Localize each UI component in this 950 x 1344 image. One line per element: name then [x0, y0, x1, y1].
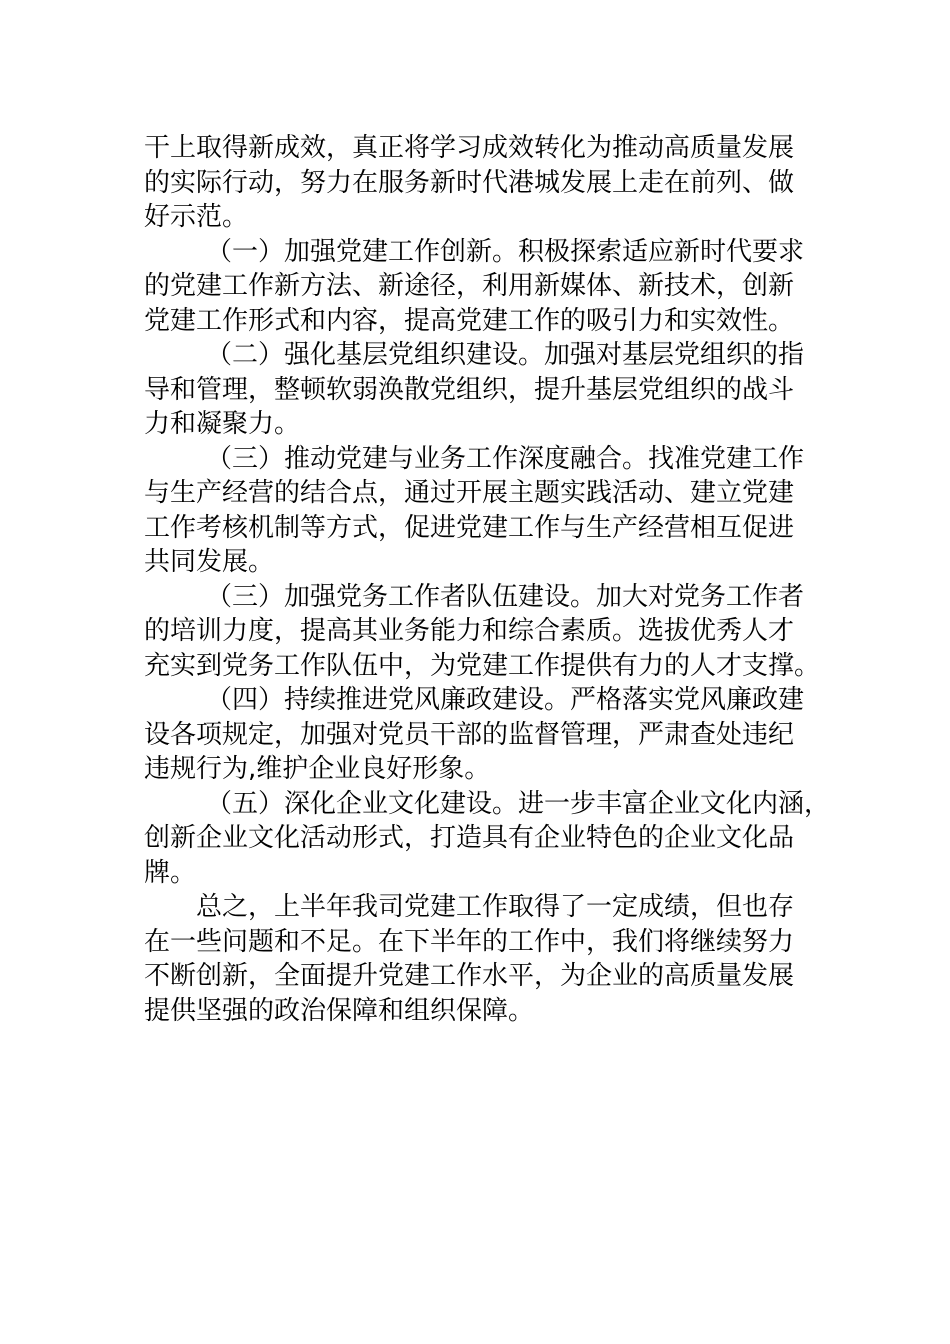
- text-line: 在一些问题和不足。在下半年的工作中，我们将继续努力: [144, 926, 795, 957]
- text-line: 党建工作形式和内容，提高党建工作的吸引力和实效性。: [144, 305, 795, 336]
- text-line: （四）持续推进党风廉政建设。严格落实党风廉政建: [206, 685, 805, 715]
- text-line: 与生产经营的结合点，通过开展主题实践活动、建立党建: [144, 478, 795, 508]
- text-line: 共同发展。: [144, 547, 275, 577]
- text-line: 违规行为,维护企业良好形象。: [144, 754, 491, 784]
- text-line: 的实际行动，努力在服务新时代港城发展上走在前列、做: [144, 167, 795, 198]
- text-line: （三）推动党建与业务工作深度融合。找准党建工作: [206, 443, 805, 474]
- text-line: 不断创新，全面提升党建工作水平，为企业的高质量发展: [144, 961, 795, 991]
- paragraph-item-3a: [144, 442, 828, 580]
- text-line: 力和凝聚力。: [144, 409, 301, 439]
- paragraph-item-1: [144, 235, 828, 339]
- text-line: （三）加强党务工作者队伍建设。加大对党务工作者: [206, 581, 805, 612]
- paragraph-continuation: [144, 131, 828, 235]
- text-line: （五）深化企业文化建设。进一步丰富企业文化内涵，: [206, 788, 831, 819]
- text-line: 好示范。: [144, 202, 249, 232]
- text-line: （一）加强党建工作创新。积极探索适应新时代要求: [206, 236, 805, 267]
- text-line: 充实到党务工作队伍中，为党建工作提供有力的人才支撑。: [144, 650, 821, 681]
- text-line: 工作考核机制等方式，促进党建工作与生产经营相互促进: [144, 512, 795, 543]
- paragraph-item-4: [144, 683, 828, 787]
- text-line: 创新企业文化活动形式，打造具有企业特色的企业文化品: [144, 823, 795, 853]
- text-line: 的党建工作新方法、新途径，利用新媒体、新技术，创新: [144, 271, 795, 301]
- paragraph-item-2: [144, 338, 828, 442]
- text-line: 总之，上半年我司党建工作取得了一定成绩，但也存: [196, 892, 795, 922]
- text-line: 干上取得新成效，真正将学习成效转化为推动高质量发展: [144, 133, 795, 163]
- paragraph-item-3b: [144, 580, 828, 684]
- text-line: （二）强化基层党组织建设。加强对基层党组织的指: [206, 340, 805, 370]
- text-line: 提供坚强的政治保障和组织保障。: [144, 995, 535, 1026]
- text-line: 设各项规定，加强对党员干部的监督管理，严肃查处违纪: [144, 719, 795, 750]
- paragraph-item-5: [144, 787, 831, 891]
- paragraph-closing: [144, 890, 828, 1028]
- document-body: [144, 131, 831, 1028]
- text-line: 牌。: [144, 857, 197, 888]
- text-line: 导和管理，整顿软弱涣散党组织，提升基层党组织的战斗: [144, 374, 795, 405]
- text-line: 的培训力度，提高其业务能力和综合素质。选拔优秀人才: [144, 616, 795, 646]
